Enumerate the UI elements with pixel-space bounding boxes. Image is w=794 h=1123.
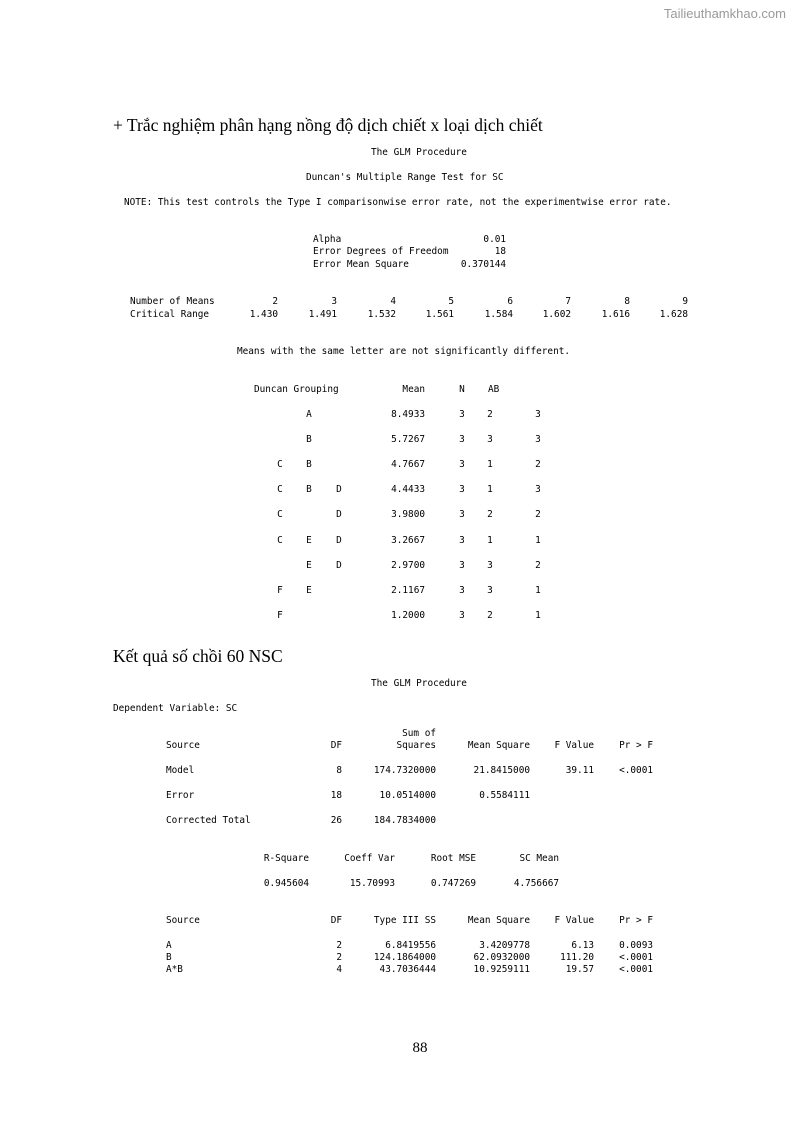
grouping-letter: C: [277, 459, 283, 471]
source-header: Source: [166, 915, 200, 926]
pr-f-header: Pr > F: [619, 740, 653, 751]
param-label: Error Mean Square: [313, 259, 409, 270]
type3-f: 19.57: [565, 964, 594, 975]
fit-stat-value: 4.756667: [513, 878, 559, 889]
factor-a-level: 1: [487, 534, 493, 546]
anova-df: 18: [330, 790, 342, 801]
factor-a-level: 1: [487, 484, 493, 496]
type3-ss-header: Type III SS: [373, 915, 436, 926]
critical-range-value: 1.430: [249, 309, 278, 320]
mean-value: 8.4933: [391, 409, 425, 420]
type3-ss: 124.1864000: [373, 952, 436, 963]
type3-f: 111.20: [560, 952, 594, 963]
mean-value: 3.2667: [391, 534, 425, 546]
param-value: 18: [494, 246, 506, 257]
n-value: 3: [459, 559, 465, 571]
number-of-means-value: 2: [272, 296, 278, 307]
df-header: DF: [330, 915, 342, 926]
df-header: DF: [330, 740, 342, 751]
duncan-grouping-header: Duncan Grouping: [254, 384, 339, 395]
number-of-means-value: 6: [507, 296, 513, 307]
factor-a-level: 3: [487, 434, 493, 446]
n-value: 3: [459, 409, 465, 420]
fit-stat-header: Root MSE: [430, 853, 476, 864]
factor-b-level: 3: [535, 409, 541, 420]
param-value: 0.01: [483, 234, 506, 245]
type3-source: A*B: [166, 964, 183, 975]
error-rate-note: NOTE: This test controls the Type I comparisonwise error rate, not the experimentwise error rate.: [124, 197, 672, 208]
anova-source: Corrected Total: [166, 815, 251, 826]
mean-square-header: Mean Square: [467, 915, 530, 926]
ab-header: AB: [488, 384, 500, 395]
type3-ss: 43.7036444: [379, 964, 436, 975]
factor-b-level: 2: [535, 509, 541, 521]
grouping-letter: C: [277, 484, 283, 496]
glm-procedure-title: The GLM Procedure: [371, 147, 467, 158]
type3-df: 4: [336, 964, 342, 975]
mean-value: 2.9700: [391, 559, 425, 571]
type3-source: B: [166, 952, 172, 963]
anova-f: 39.11: [565, 765, 594, 776]
f-value-header: F Value: [554, 915, 594, 926]
mean-value: 3.9800: [391, 509, 425, 521]
anova-ss: 10.0514000: [379, 790, 436, 801]
factor-a-level: 1: [487, 459, 493, 471]
type3-p: <.0001: [619, 964, 653, 975]
grouping-letter: A: [306, 409, 312, 420]
type3-ms: 3.4209778: [479, 940, 530, 951]
mean-value: 1.2000: [391, 609, 425, 621]
critical-range-value: 1.602: [542, 309, 571, 320]
section1-heading: + Trắc nghiệm phân hạng nồng độ dịch chiết x loại dịch chiết: [113, 115, 543, 135]
n-value: 3: [459, 434, 465, 446]
critical-range-label: Critical Range: [130, 309, 210, 320]
critical-range-value: 1.532: [367, 309, 396, 320]
anova-ms: 21.8415000: [473, 765, 530, 776]
n-value: 3: [459, 584, 465, 596]
critical-range-value: 1.616: [601, 309, 630, 320]
n-value: 3: [459, 509, 465, 521]
anova-ms: 0.5584111: [479, 790, 530, 801]
grouping-letter: B: [306, 434, 312, 446]
factor-b-level: 3: [535, 484, 541, 496]
grouping-letter: E: [306, 559, 312, 571]
fit-stat-header: Coeff Var: [344, 853, 395, 864]
duncan-test-title: Duncan's Multiple Range Test for SC: [306, 172, 504, 183]
squares-header: Squares: [396, 740, 436, 751]
anova-ss: 174.7320000: [373, 765, 436, 776]
type3-ms: 10.9259111: [473, 964, 530, 975]
factor-b-level: 1: [535, 584, 541, 596]
critical-range-value: 1.491: [308, 309, 337, 320]
param-label: Alpha: [313, 234, 342, 245]
f-value-header: F Value: [554, 740, 594, 751]
grouping-letter: D: [336, 559, 342, 571]
number-of-means-label: Number of Means: [130, 296, 215, 307]
fit-stat-header: SC Mean: [519, 853, 559, 864]
type3-df: 2: [336, 952, 342, 963]
number-of-means-value: 7: [565, 296, 571, 307]
page-number: 88: [412, 1040, 428, 1056]
glm-procedure-title-2: The GLM Procedure: [371, 678, 467, 689]
param-label: Error Degrees of Freedom: [313, 246, 449, 257]
grouping-letter: C: [277, 534, 283, 546]
number-of-means-value: 5: [448, 296, 454, 307]
factor-a-level: 3: [487, 559, 493, 571]
type3-df: 2: [336, 940, 342, 951]
type3-source: A: [166, 940, 172, 951]
number-of-means-value: 3: [331, 296, 337, 307]
factor-a-level: 2: [487, 409, 493, 420]
grouping-letter: B: [306, 484, 312, 496]
n-value: 3: [459, 459, 465, 471]
mean-value: 5.7267: [391, 434, 425, 446]
type3-ss: 6.8419556: [385, 940, 436, 951]
n-value: 3: [459, 484, 465, 496]
mean-value: 4.4433: [391, 484, 425, 496]
fit-stat-value: 0.945604: [263, 878, 309, 889]
watermark: Tailieuthamkhao.com: [663, 6, 786, 21]
type3-p: <.0001: [619, 952, 653, 963]
grouping-letter: F: [277, 609, 283, 621]
pr-f-header: Pr > F: [619, 915, 653, 926]
number-of-means-value: 9: [682, 296, 688, 307]
fit-stat-value: 15.70993: [349, 878, 395, 889]
number-of-means-value: 8: [624, 296, 630, 307]
grouping-letter: B: [306, 459, 312, 471]
number-of-means-value: 4: [390, 296, 396, 307]
factor-a-level: 3: [487, 584, 493, 596]
critical-range-value: 1.584: [484, 309, 513, 320]
factor-b-level: 1: [535, 534, 541, 546]
dependent-variable: Dependent Variable: SC: [113, 703, 238, 714]
grouping-letter: C: [277, 509, 283, 521]
grouping-letter: E: [306, 584, 312, 596]
n-value: 3: [459, 609, 465, 621]
critical-range-value: 1.561: [425, 309, 454, 320]
grouping-letter: D: [336, 484, 342, 496]
anova-df: 26: [330, 815, 342, 826]
anova-source: Error: [166, 790, 195, 801]
factor-b-level: 2: [535, 459, 541, 471]
grouping-letter: D: [336, 534, 342, 546]
source-header: Source: [166, 740, 200, 751]
n-header: N: [459, 384, 465, 395]
mean-value: 4.7667: [391, 459, 425, 471]
grouping-letter: E: [306, 534, 312, 546]
factor-a-level: 2: [487, 509, 493, 521]
factor-b-level: 3: [535, 434, 541, 446]
type3-ms: 62.0932000: [473, 952, 530, 963]
mean-value: 2.1167: [391, 584, 425, 596]
anova-df: 8: [336, 765, 342, 776]
type3-p: 0.0093: [619, 940, 653, 951]
param-value: 0.370144: [460, 259, 506, 270]
fit-stat-value: 0.747269: [430, 878, 476, 889]
anova-p: <.0001: [619, 765, 653, 776]
factor-b-level: 1: [535, 609, 541, 621]
type3-f: 6.13: [571, 940, 594, 951]
n-value: 3: [459, 534, 465, 546]
means-note: Means with the same letter are not significantly different.: [237, 346, 571, 357]
grouping-letter: F: [277, 584, 283, 596]
factor-a-level: 2: [487, 609, 493, 621]
critical-range-value: 1.628: [659, 309, 688, 320]
anova-ss: 184.7834000: [373, 815, 436, 826]
fit-stat-header: R-Square: [263, 853, 309, 864]
section2-heading: Kết quả số chồi 60 NSC: [113, 646, 283, 666]
grouping-letter: D: [336, 509, 342, 521]
anova-source: Model: [166, 765, 195, 776]
mean-square-header: Mean Square: [467, 740, 530, 751]
mean-header: Mean: [402, 384, 425, 395]
sum-of-header: Sum of: [402, 728, 436, 739]
factor-b-level: 2: [535, 559, 541, 571]
